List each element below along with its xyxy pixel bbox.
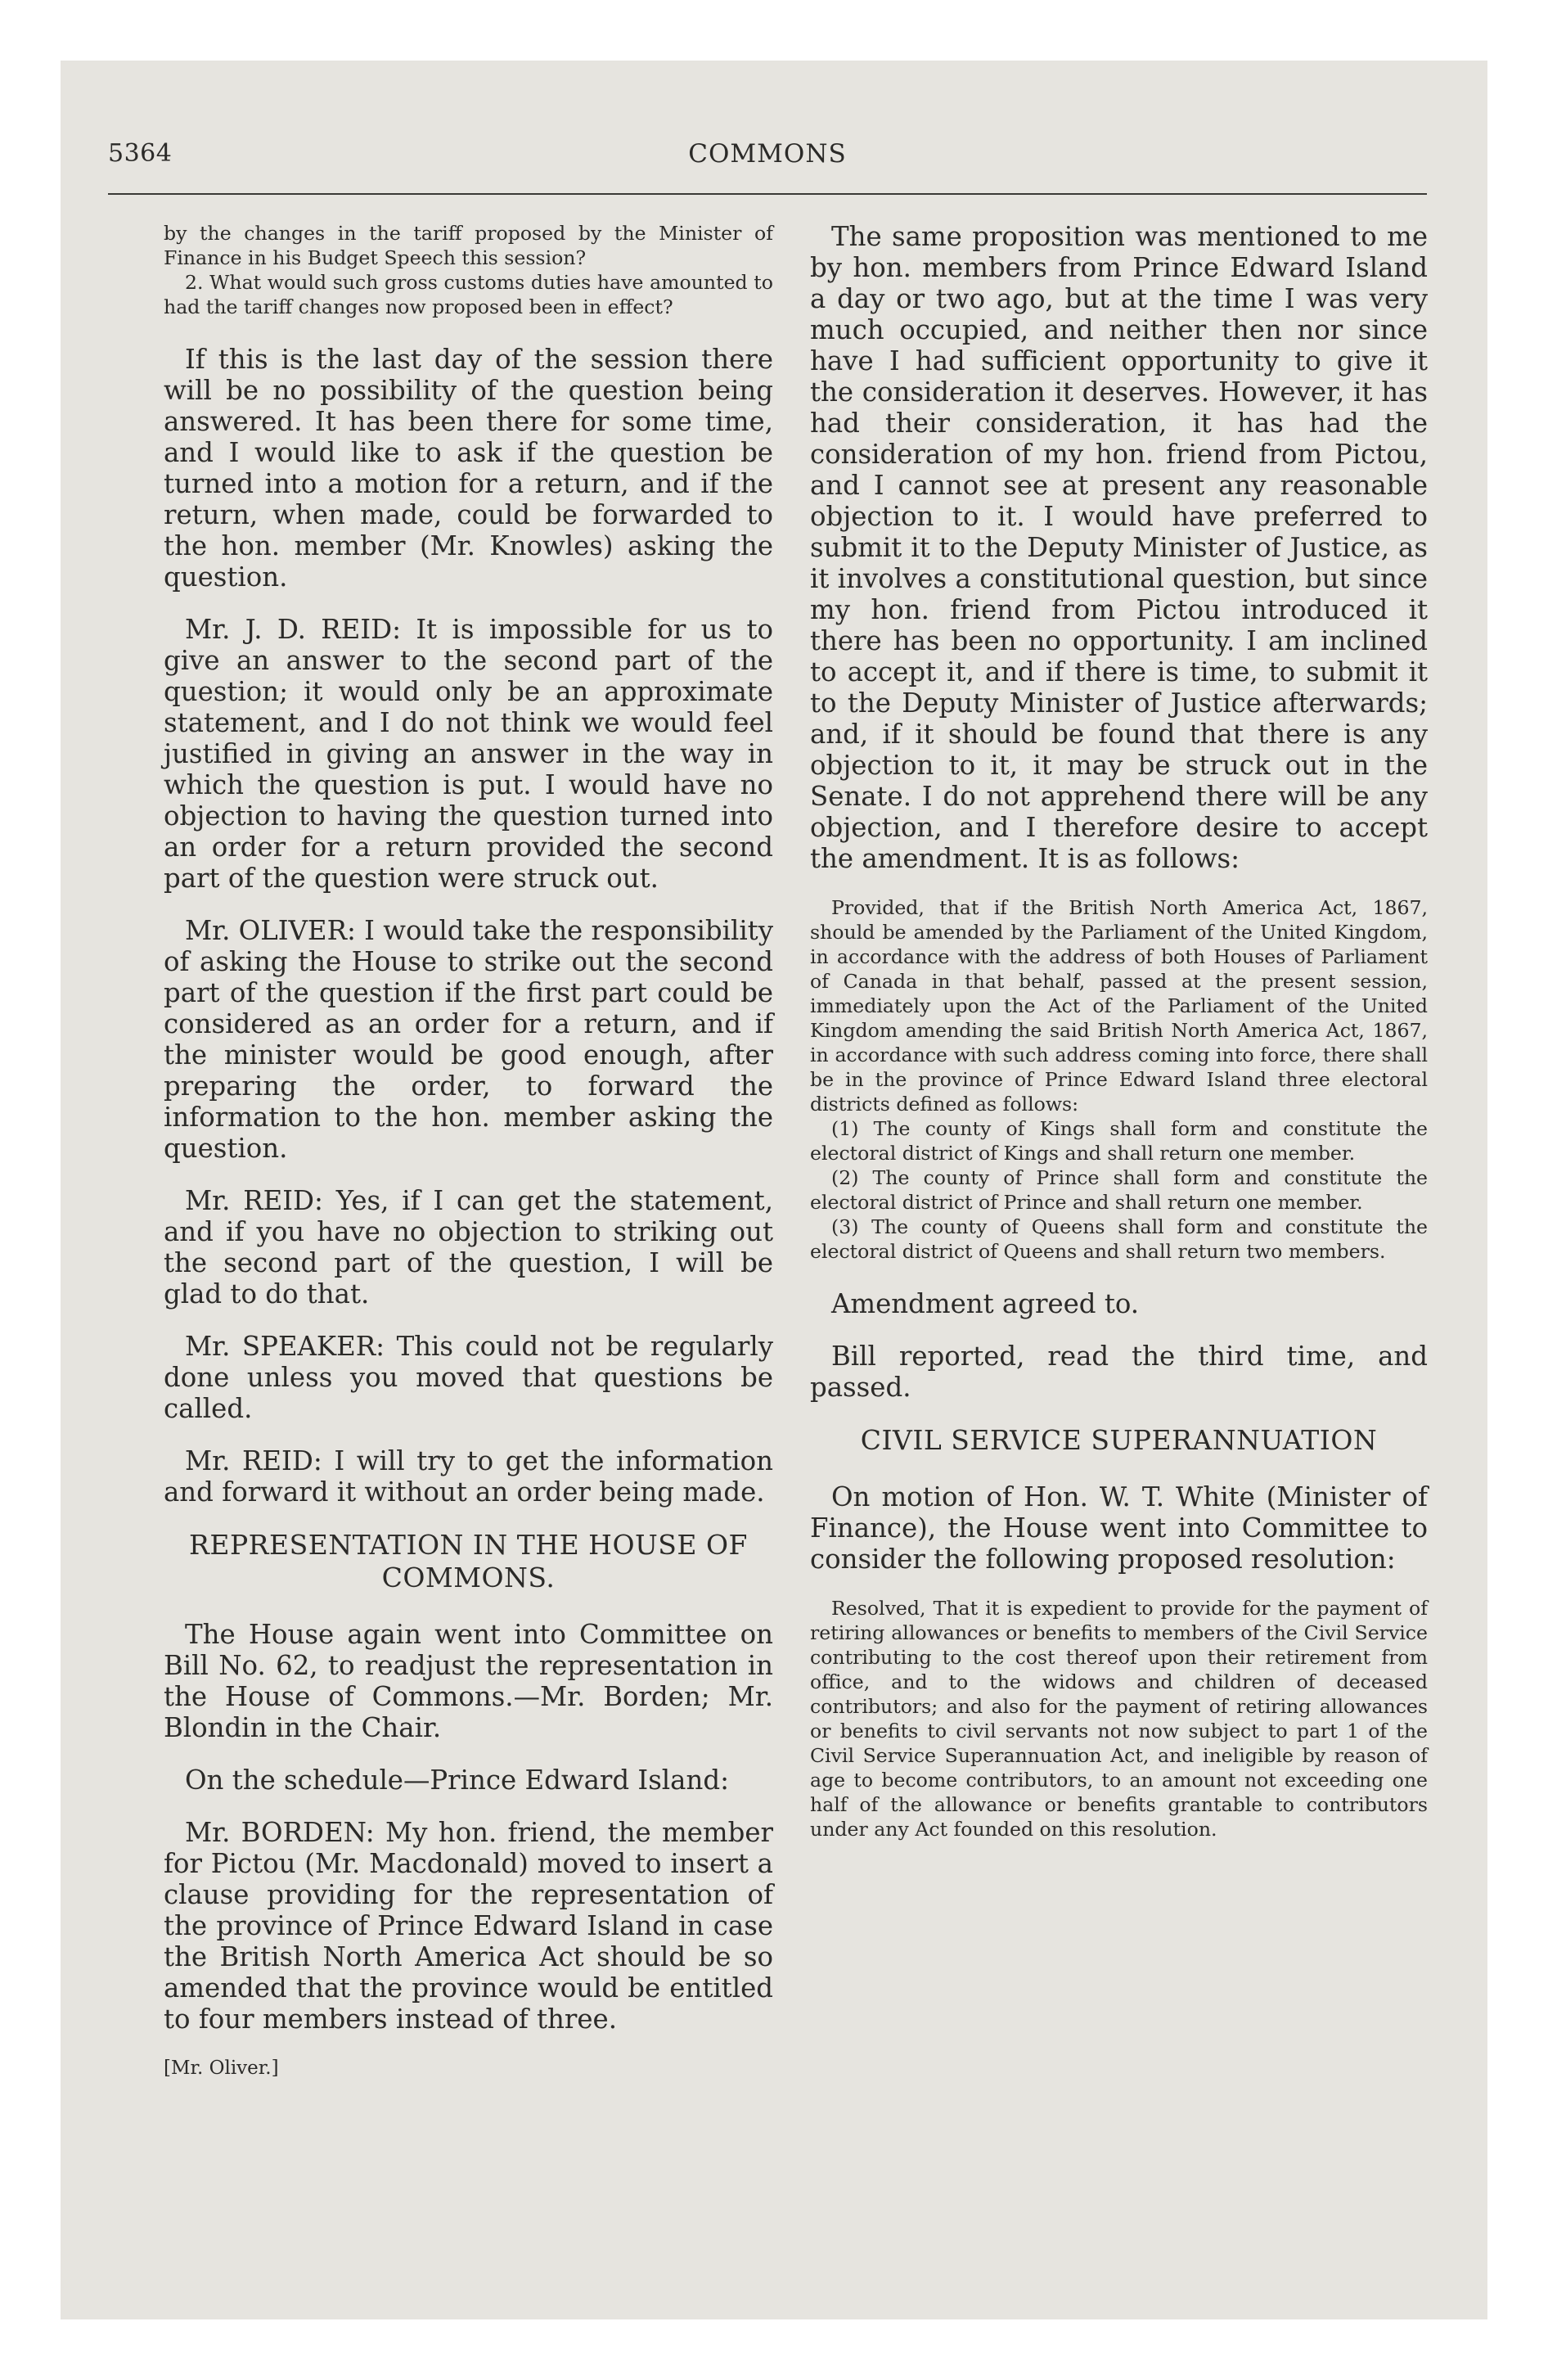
resolution-text: Resolved, That it is expedient to provide for the payment of retiring allowances or benefits to members of the Civil Service contributing to the cost thereof upon their retirement from office, and to the widows and children of deceased contributors; and also for the payment of retiring allowances or benefits to civil servants not now subject to part 1 of the Civil Service Superannuation Act, and ineligible by reason of age to become contributors, to an amount not exceeding one half of the allowance or benefits grantable to contributors under any Act founded on this resolution. bbox=[810, 1597, 1428, 1841]
question-text bbox=[164, 221, 773, 319]
paragraph: On the schedule—Prince Edward Island: bbox=[185, 1765, 729, 1796]
paragraph: If this is the last day of the session there will be no possibility of the question being answered. It has been there for some time, and I would like to ask if the question be turned into a motion for a return, and if the return, when made, could be forwarded to the hon. member (Mr. Knowles) asking the question. bbox=[164, 344, 773, 593]
speaker-attribution: [Mr. Oliver.] bbox=[164, 2058, 279, 2079]
proviso-item: (1) The county of Kings shall form and constitute the electoral district of Kings and shall return one member. bbox=[810, 1117, 1428, 1165]
paragraph: Mr. J. D. REID: It is impossible for us to give an answer to the second part of the question; it would only be an approximate statement, and I do not think we would feel justified in giving an answer in the way in which the question is put. I would have no objection to having the question turned into an order for a return provided the second part of the question were struck out. bbox=[164, 614, 773, 894]
proviso-text: Provided, that if the British North America Act, 1867, should be amended by the Parliament of the United Kingdom, in accordance with the address of both Houses of Parliament of Canada in that behalf, passed at the present session, immediately upon the Act of the Parliament of the United Kingdom amending the said British North America Act, 1867, in accordance with such address coming into force, there shall be in the province of Prince Edward Island three electoral districts defined as follows: bbox=[810, 896, 1428, 1116]
section-heading: REPRESENTATION IN THE HOUSE OF COMMONS. bbox=[189, 1529, 748, 1593]
page-header bbox=[108, 139, 1427, 172]
running-head: COMMONS bbox=[688, 139, 847, 169]
paragraph: Mr. BORDEN: My hon. friend, the member for Pictou (Mr. Macdonald) moved to insert a clause providing for the representation of the province of Prince Edward Island in case the British North America Act should be so amended that the province would be entitled to four members instead of three. bbox=[164, 1817, 773, 2035]
right-column bbox=[810, 221, 1428, 1866]
paragraph: The same proposition was mentioned to me by hon. members from Prince Edward Island a day or two ago, but at the time I was very much occupied, and neither then nor since have I had sufficient opportunity to give it the consideration it deserves. However, it has had their consideration, it has had the consideration of my hon. friend from Pictou, and I cannot see at present any reasonable objection to it. I would have preferred to submit it to the Deputy Minister of Justice, as it involves a constitutional question, but since my hon. friend from Pictou introduced it there has been no opportunity. I am inclined to accept it, and if there is time, to submit it to the Deputy Minister of Justice afterwards; and, if it should be found that there is any objection to it, it may be struck out in the Senate. I do not apprehend there will be any objection, and I therefore desire to accept the amendment. It is as follows: bbox=[810, 221, 1428, 874]
proviso-item: (3) The county of Queens shall form and constitute the electoral district of Queens and shall return two members. bbox=[810, 1215, 1428, 1263]
paragraph: Bill reported, read the third time, and passed. bbox=[810, 1341, 1428, 1403]
paragraph: Mr. OLIVER: I would take the responsibility of asking the House to strike out the second part of the question if the first part could be considered as an order for a return, and if the minister would be good enough, after preparing the order, to forward the information to the hon. member asking the question. bbox=[164, 915, 773, 1164]
header-rule bbox=[108, 193, 1427, 195]
left-column bbox=[164, 221, 773, 2080]
page-number: 5364 bbox=[108, 139, 173, 168]
paragraph: Mr. REID: Yes, if I can get the statement, and if you have no objection to striking out the second part of the question, I will be glad to do that. bbox=[164, 1185, 773, 1309]
paragraph: The House again went into Committee on Bill No. 62, to readjust the representation in the House of Commons.—Mr. Borden; Mr. Blondin in the Chair. bbox=[164, 1619, 773, 1743]
paragraph: Mr. REID: I will try to get the information and forward it without an order being made. bbox=[164, 1445, 773, 1508]
proviso-item: (2) The county of Prince shall form and constitute the electoral district of Prince and shall return one member. bbox=[810, 1166, 1428, 1214]
paragraph: Amendment agreed to. bbox=[831, 1288, 1140, 1319]
question-line: 2. What would such gross customs duties have amounted to had the tariff changes now proposed been in effect? bbox=[164, 271, 773, 318]
paragraph: Mr. SPEAKER: This could not be regularly done unless you moved that questions be called. bbox=[164, 1331, 773, 1424]
question-line: by the changes in the tariff proposed by the Minister of Finance in his Budget Speech this session? bbox=[164, 222, 773, 269]
proviso-block bbox=[810, 895, 1428, 1264]
paragraph: On motion of Hon. W. T. White (Minister of Finance), the House went into Committee to consider the following proposed resolution: bbox=[810, 1481, 1428, 1575]
section-heading: CIVIL SERVICE SUPERANNUATION bbox=[860, 1424, 1378, 1456]
